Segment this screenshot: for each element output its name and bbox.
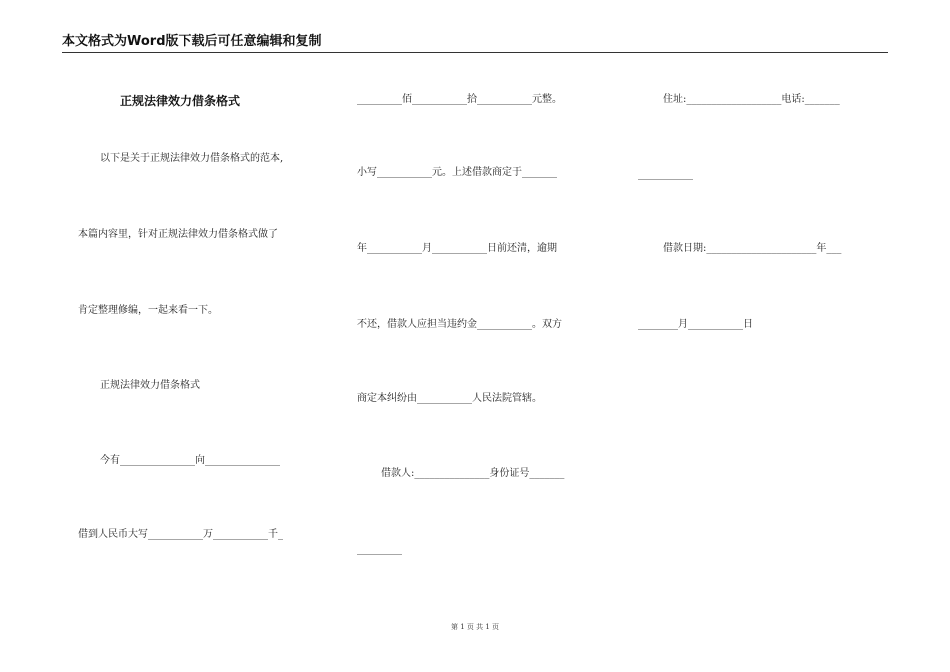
intro-line-3: 肯定整理修编，一起来看一下。: [78, 305, 218, 316]
borrow-line-2: 借到人民币大写___________万___________千_: [78, 529, 283, 540]
document-title: 正规法律效力借条格式: [120, 94, 241, 108]
address-continued: ___________: [638, 169, 693, 180]
intro-line-2: 本篇内容里，针对正规法律效力借条格式做了: [78, 229, 278, 240]
borrow-date-continued: ________月___________日: [638, 319, 753, 330]
borrow-date-line: 借款日期:______________________年___: [663, 243, 842, 254]
section-heading: 正规法律效力借条格式: [100, 380, 200, 391]
borrower-id-continued: _________: [357, 544, 402, 555]
amount-line: _________佰___________拾___________元整。: [357, 94, 562, 105]
borrower-line: 借款人:_______________身份证号_______: [381, 468, 565, 479]
jurisdiction-line: 商定本纠纷由___________人民法院管辖。: [357, 393, 542, 404]
page-footer: 第 1 页 共 1 页: [450, 623, 500, 631]
intro-line-1: 以下是关于正规法律效力借条格式的范本,: [100, 153, 284, 164]
borrow-line-1: 今有_______________向_______________: [100, 455, 280, 466]
small-amount-line: 小写___________元。上述借款商定于_______: [357, 167, 557, 178]
due-date-line: 年___________月___________日前还清，逾期: [357, 243, 557, 254]
address-phone-line: 住址:___________________电话:_______: [663, 94, 840, 105]
header-title: 本文格式为Word版下载后可任意编辑和复制: [62, 34, 322, 49]
penalty-line: 不还，借款人应担当违约金___________。双方: [357, 319, 562, 330]
